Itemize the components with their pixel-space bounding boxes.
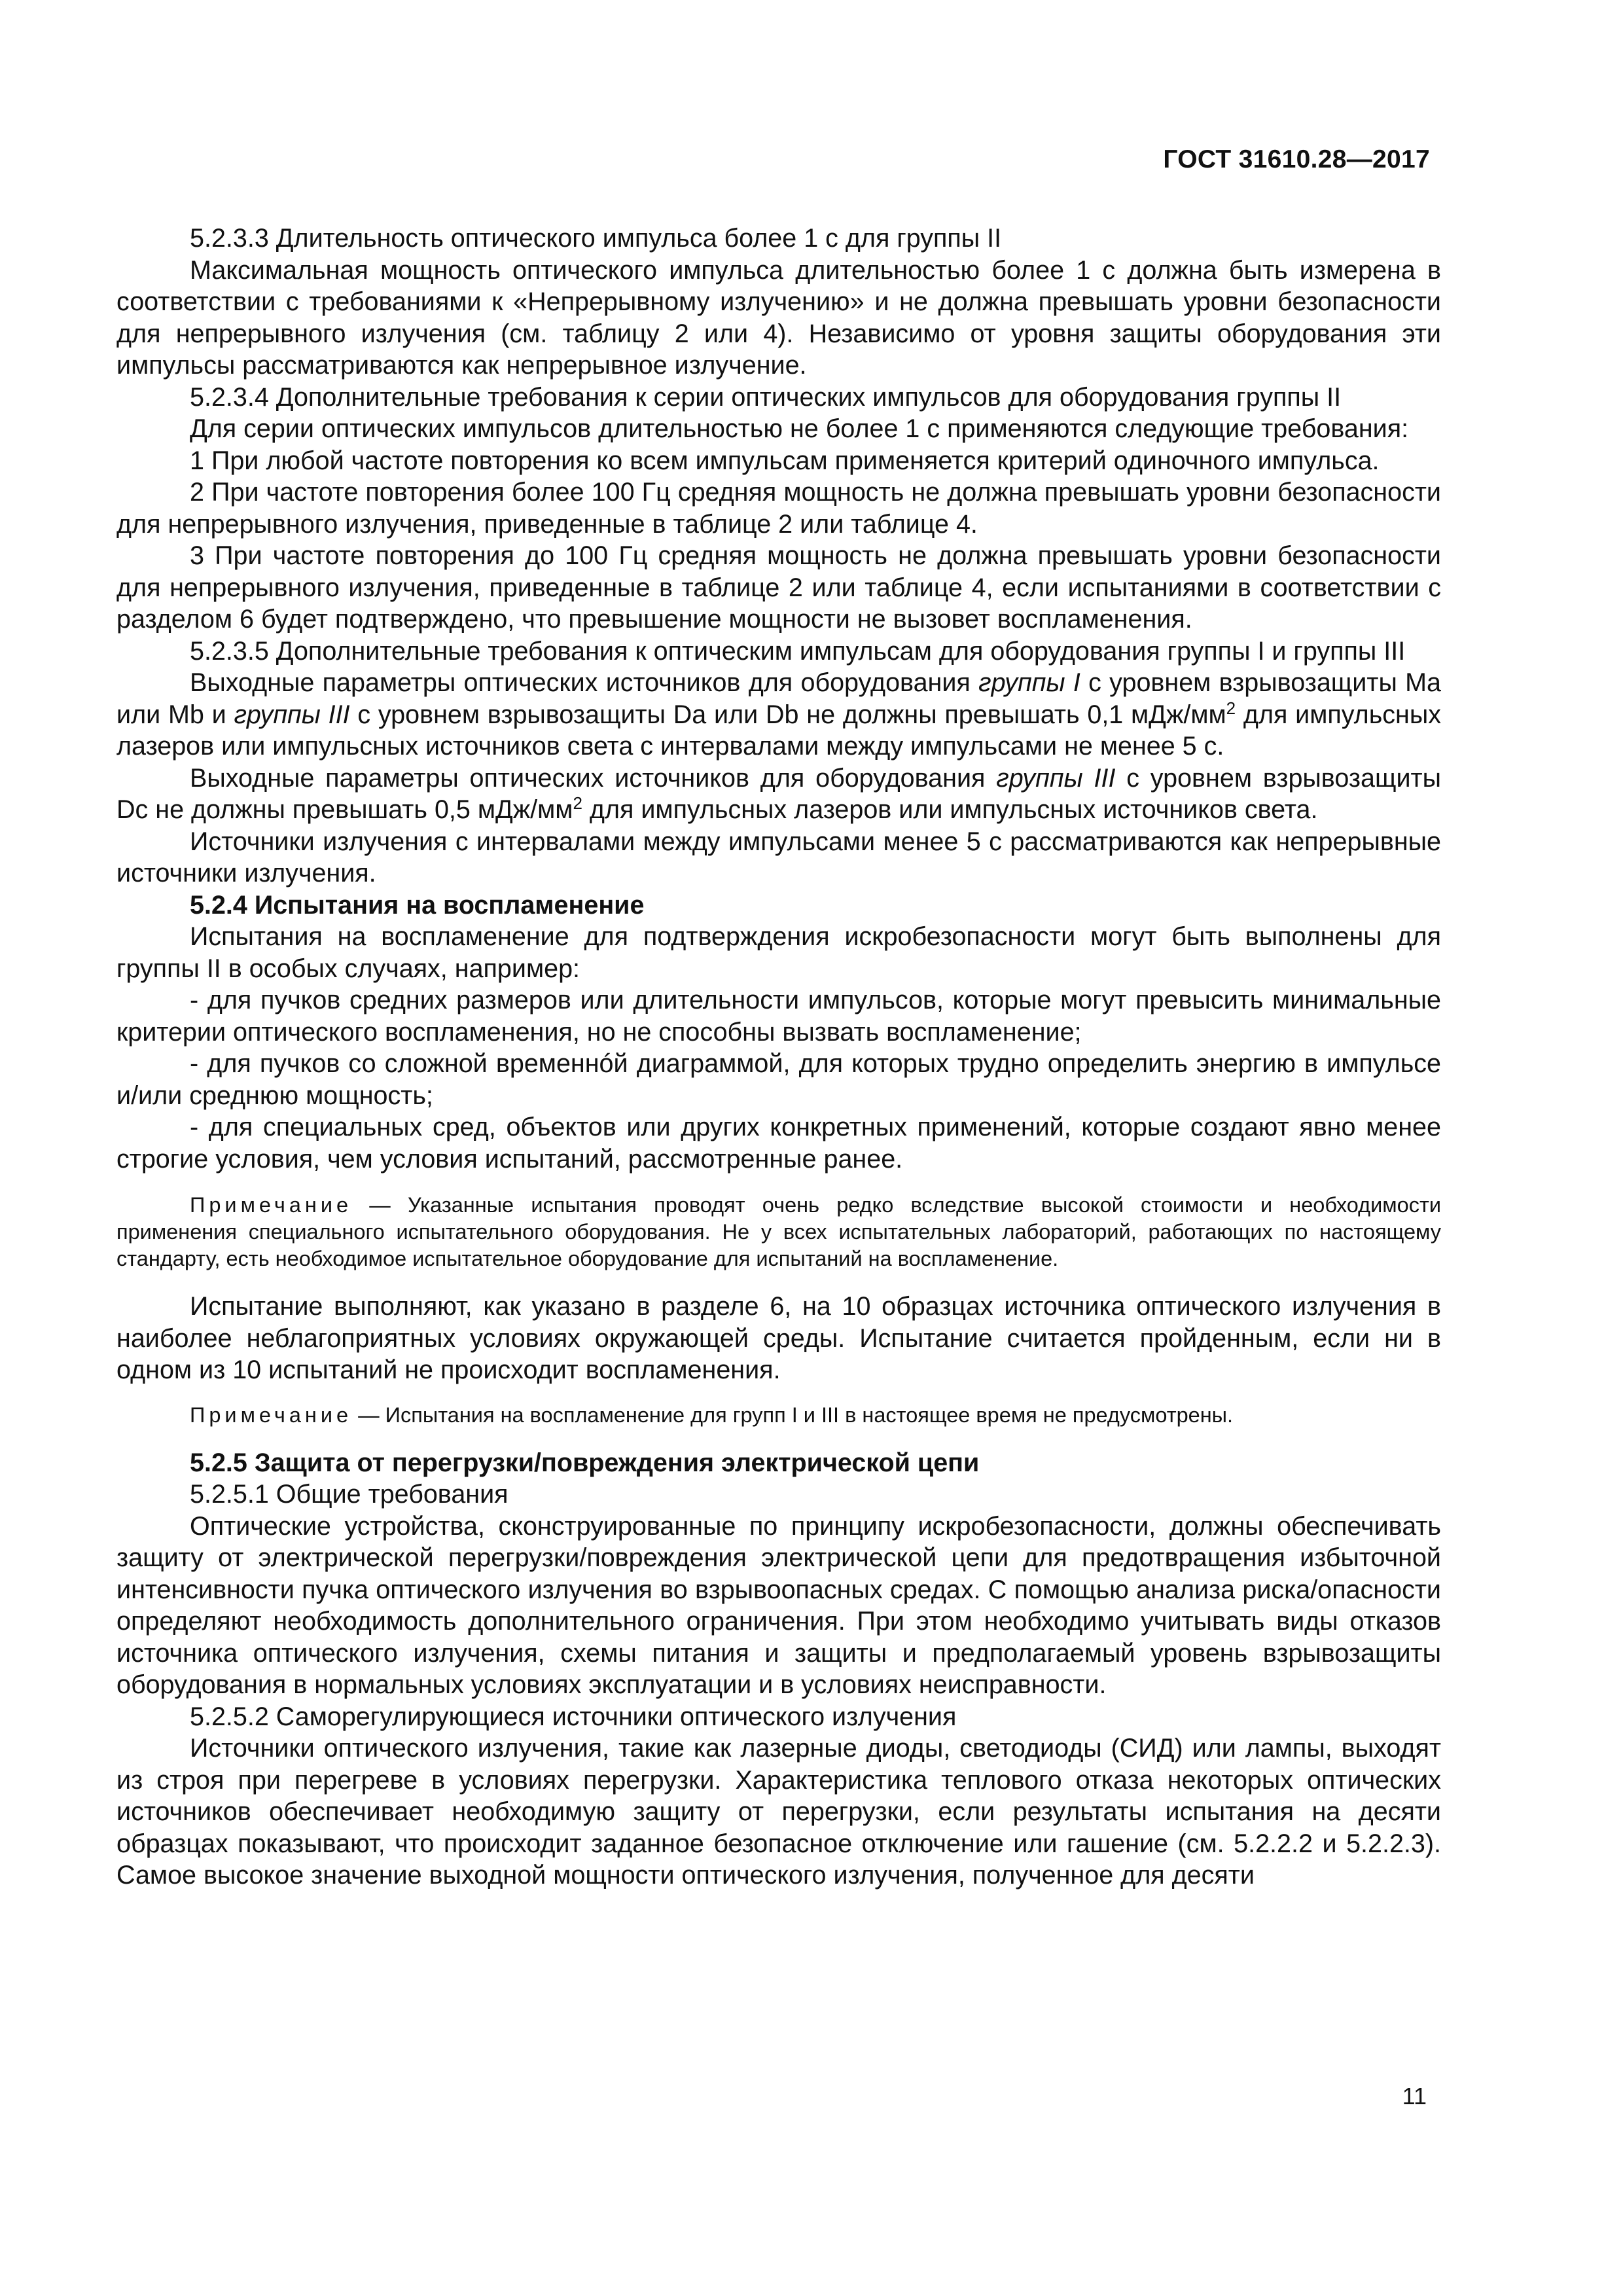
list-item: 2 При частоте повторения более 100 Гц средняя мощность не должна превышать уровни безопасности для непрерывного излучения, приведенные в таблице 2 или таблице 4. (116, 478, 1441, 539)
paragraph: Источники оптического излучения, такие как лазерные диоды, светодиоды (СИД) или лампы, выходят из строя при перегреве в условиях перегрузки. Характеристика теплового отказа некоторых оптических источников обеспечивает необходимую защиту от перегрузки, если результаты испытания на десяти образцах показывают, что происходит заданное безопасное отключение или гашение (см. 5.2.2.2 и 5.2.2.3). Самое высокое значение выходной мощности оптического излучения, полученное для десяти (116, 1734, 1441, 1890)
paragraph: Максимальная мощность оптического импульса длительностью более 1 с должна быть измерена в соответствии с требованиями к «Непрерывному излучению» и не должна превышать уровни безопасности для непрерывного излучения (см. таблицу 2 или 4). Независимо от уровня защиты оборудования эти импульсы рассматриваются как непрерывное излучение. (116, 255, 1441, 380)
paragraph: Для серии оптических импульсов длительностью не более 1 с применяются следующие требования: (190, 414, 1409, 443)
text-run: с уровнем взрывозащиты Dc не должны превышать 0,5 мДж/мм (116, 763, 1441, 824)
text-run: с уровнем взрывозащиты Da или Db не должны превышать 0,1 мДж/мм (349, 700, 1226, 729)
paragraph: Испытания на воспламенение для подтверждения искробезопасности могут быть выполнены для группы II в особых случаях, например: (116, 922, 1441, 983)
paragraph: 5.2.5.1 Общие требования (190, 1480, 508, 1509)
note-text: — Указанные испытания проводят очень редко вследствие высокой стоимости и необходимости применения специального испытательного оборудования. Не у всех испытательных лабораторий, работающих по настоящему стандарту, есть необходимое испытательное оборудование для испытаний на воспламенение. (116, 1193, 1441, 1270)
note-label: Примечание (190, 1193, 353, 1217)
text-run: с уровнем взрывозащиты Ma или Mb и (116, 668, 1442, 729)
italic-run: группы III (996, 763, 1116, 793)
italic-run: группы I (978, 668, 1080, 697)
paragraph: Испытание выполняют, как указано в разделе 6, на 10 образцах источника оптического излучения в наиболее неблагоприятных условиях окружающей среды. Испытание считается пройденным, если ни в одном из 10 испытаний не происходит воспламенения. (116, 1292, 1441, 1384)
document-body (116, 223, 1441, 1892)
text-run: Выходные параметры оптических источников для оборудования (190, 668, 979, 697)
text-run: Выходные параметры оптических источников для оборудования (190, 763, 997, 793)
paragraph: 5.2.3.3 Длительность оптического импульса более 1 с для группы II (190, 224, 1002, 253)
note (116, 1192, 1441, 1272)
paragraph: 5.2.5.2 Саморегулирующиеся источники оптического излучения (190, 1702, 957, 1731)
paragraph: 5.2.3.4 Дополнительные требования к серии оптических импульсов для оборудования группы II (190, 382, 1342, 412)
list-item: 3 При частоте повторения до 100 Гц средняя мощность не должна превышать уровни безопасности для непрерывного излучения, приведенные в таблице 2 или таблице 4, если испытаниями в соответствии с разделом 6 будет подтверждено, что превышение мощности не вызовет воспламенения. (116, 541, 1441, 634)
paragraph (116, 762, 1441, 826)
paragraph (116, 667, 1441, 762)
note (116, 1402, 1441, 1429)
superscript: 2 (573, 793, 582, 813)
superscript: 2 (1226, 698, 1236, 718)
page-number: 11 (1402, 2083, 1427, 2109)
note-text: — Испытания на воспламенение для групп I и III в настоящее время не предусмотрены. (352, 1403, 1234, 1427)
list-item: - для пучков со сложной временнóй диаграммой, для которых трудно определить энергию в импульсе и/или среднюю мощность; (116, 1049, 1441, 1110)
document-code: ГОСТ 31610.28—2017 (1163, 145, 1430, 173)
italic-run: группы III (234, 700, 350, 729)
section-heading: 5.2.4 Испытания на воспламенение (190, 890, 645, 920)
list-item: - для пучков средних размеров или длительности импульсов, которые могут превысить минимальные критерии оптического воспламенения, но не способны вызвать воспламенение; (116, 986, 1441, 1047)
paragraph: Источники излучения с интервалами между импульсами менее 5 с рассматриваются как непрерывные источники излучения. (116, 827, 1441, 888)
list-item: - для специальных сред, объектов или других конкретных применений, которые создают явно менее строгие условия, чем условия испытаний, рассмотренные ранее. (116, 1113, 1441, 1174)
paragraph: 5.2.3.5 Дополнительные требования к оптическим импульсам для оборудования группы I и группы III (190, 636, 1406, 666)
note-label: Примечание (190, 1403, 353, 1427)
list-item: 1 При любой частоте повторения ко всем импульсам применяется критерий одиночного импульса. (190, 446, 1380, 475)
text-run: для импульсных лазеров или импульсных источников света. (582, 795, 1318, 824)
section-heading: 5.2.5 Защита от перегрузки/повреждения электрической цепи (190, 1448, 980, 1477)
text-run: для импульсных лазеров или импульсных источников света с интервалами между импульсами не менее 5 с. (116, 700, 1441, 761)
paragraph: Оптические устройства, сконструированные по принципу искробезопасности, должны обеспечивать защиту от электрической перегрузки/повреждения электрической цепи для предотвращения избыточной интенсивности пучка оптического излучения во взрывоопасных средах. С помощью анализа риска/опасности определяют необходимость дополнительного ограничения. При этом необходимо учитывать виды отказов источника оптического излучения, схемы питания и защиты и предполагаемый уровень взрывозащиты оборудования в нормальных условиях эксплуатации и в условиях неисправности. (116, 1511, 1441, 1699)
